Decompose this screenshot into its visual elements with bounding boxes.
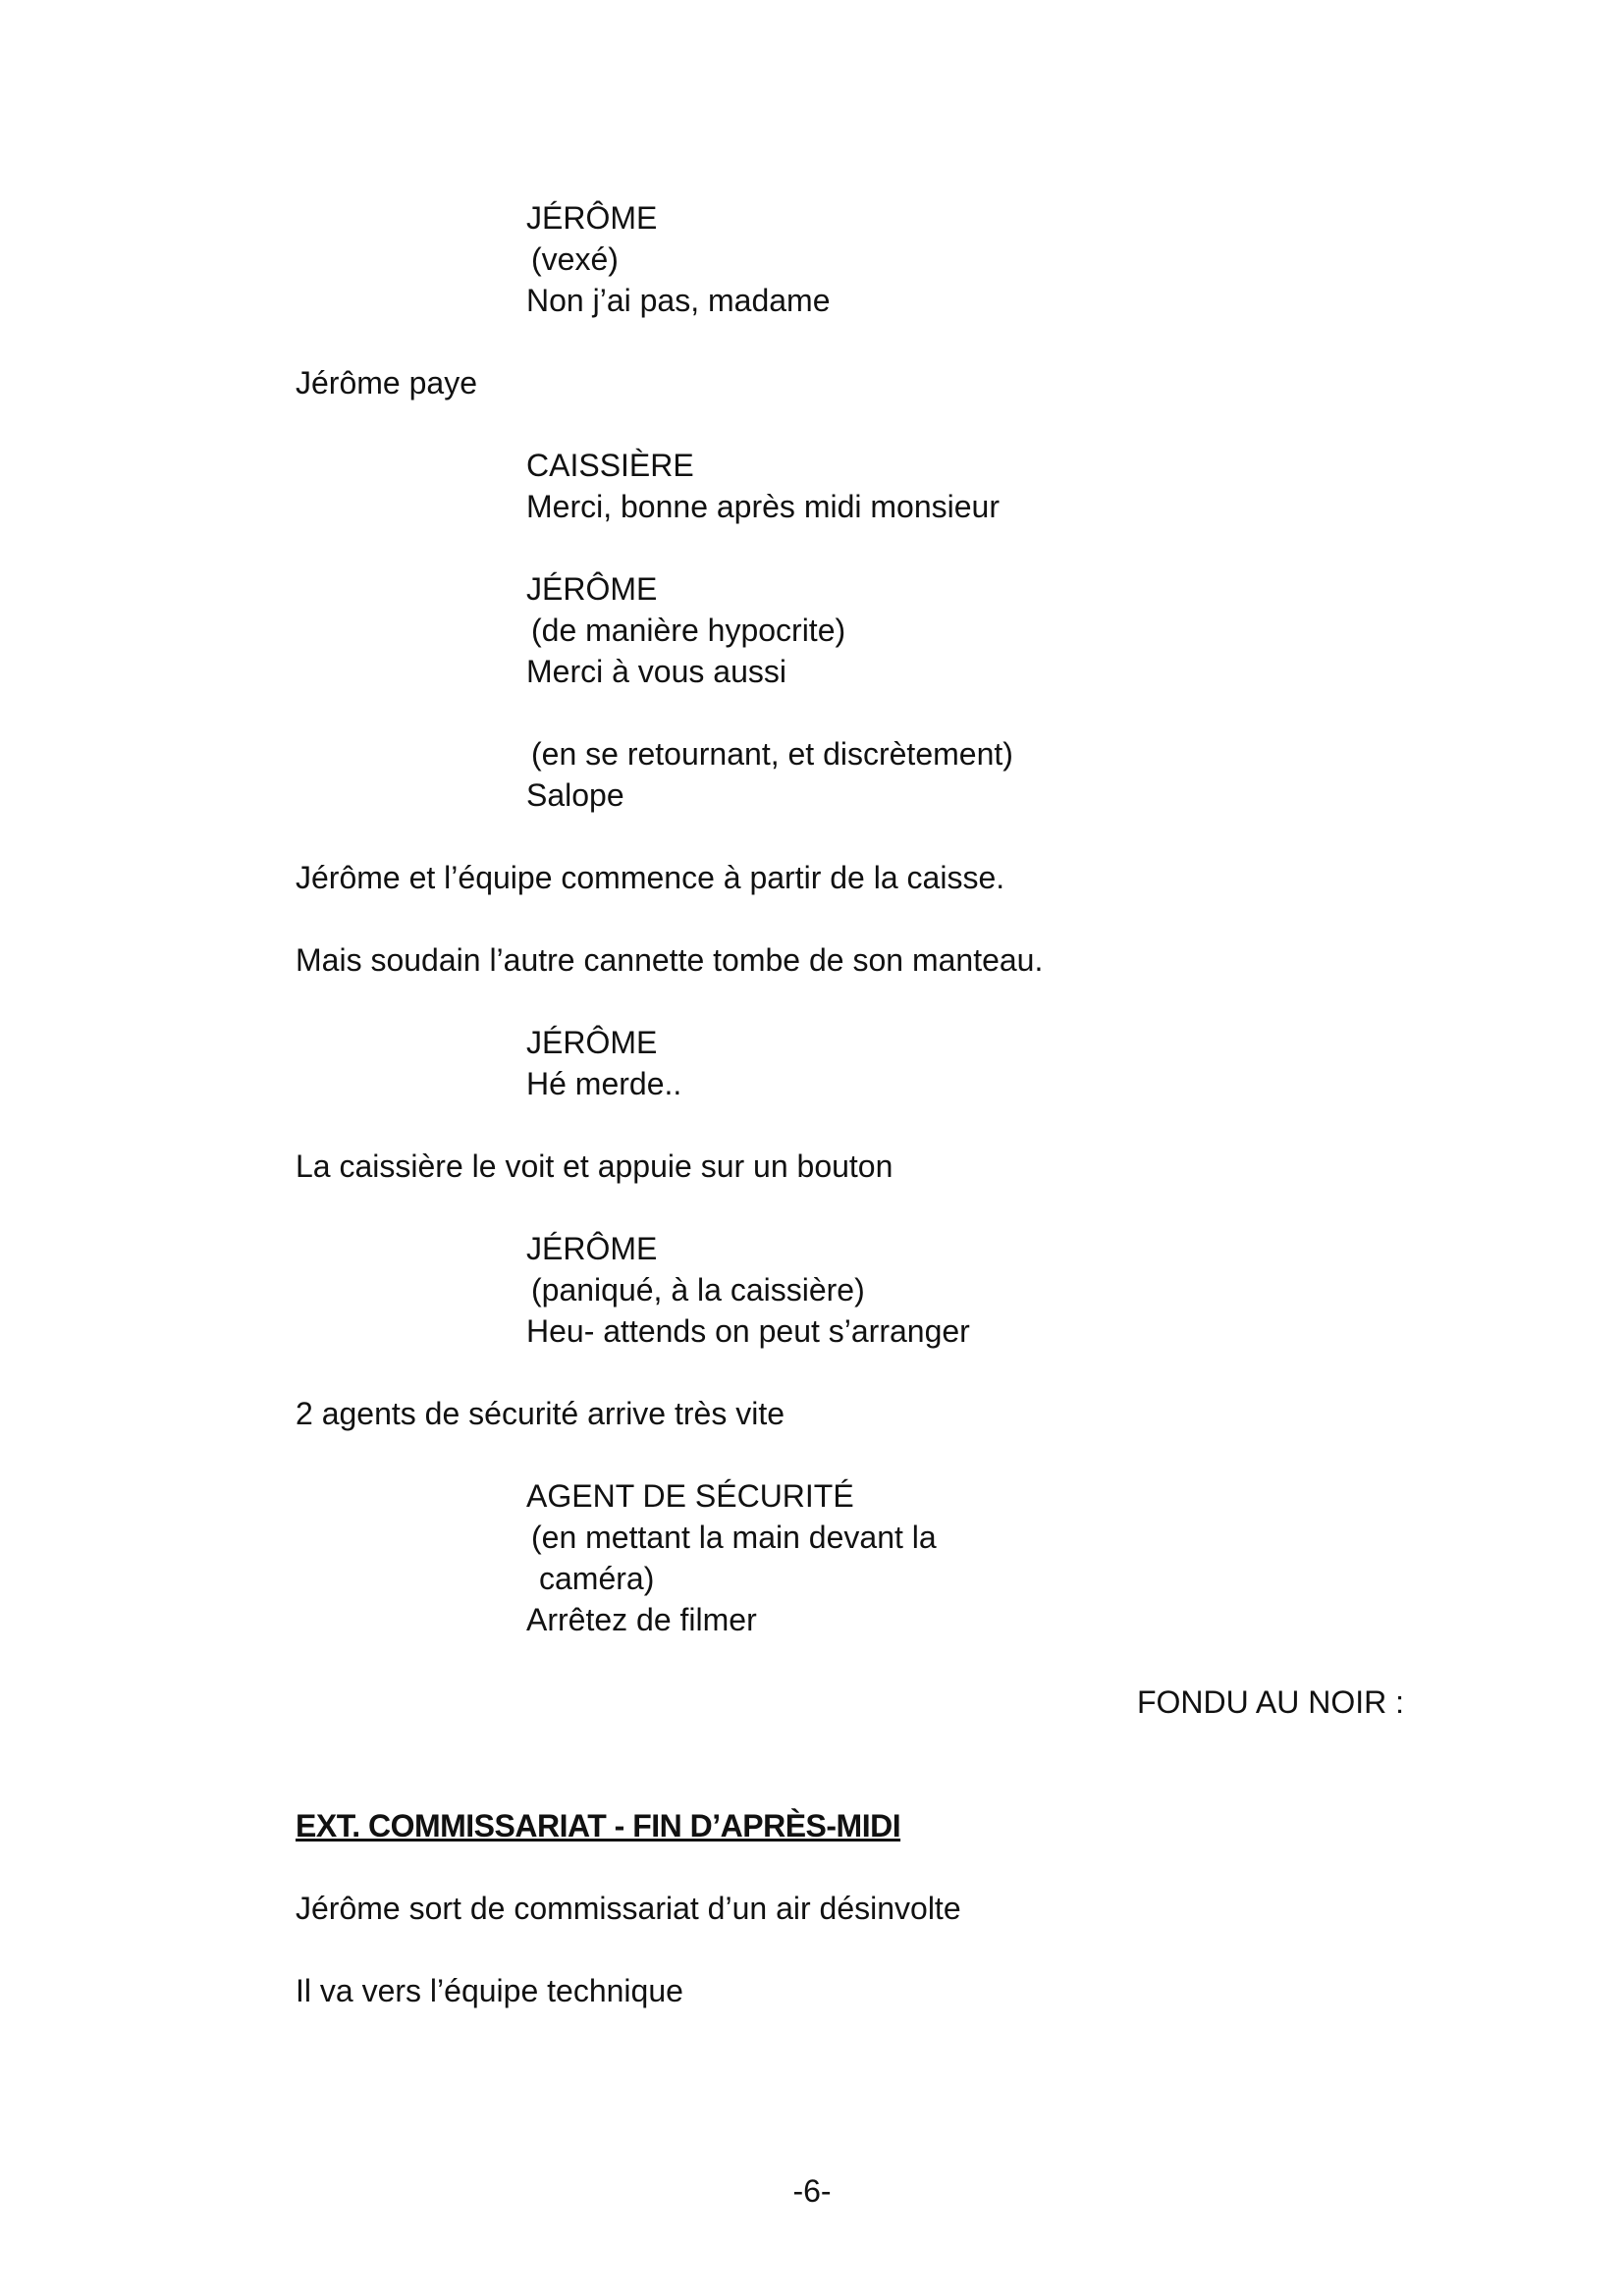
dialogue-line: Merci à vous aussi [526,654,786,689]
action-line: Jérôme sort de commissariat d’un air désinvolte [296,1891,961,1926]
page-number: -6- [792,2173,832,2209]
character-name: JÉRÔME [526,200,658,236]
dialogue-line: Non j’ai pas, madame [526,283,831,318]
scene-heading: EXT. COMMISSARIAT - FIN D’APRÈS-MIDI [296,1808,901,1843]
dialogue-line: Heu- attends on peut s’arranger [526,1313,970,1349]
action-line: La caissière le voit et appuie sur un bouton [296,1148,893,1184]
character-name: JÉRÔME [526,571,658,607]
parenthetical: (en mettant la main devant la [531,1520,937,1555]
action-line: Mais soudain l’autre cannette tombe de son manteau. [296,942,1044,978]
character-name: AGENT DE SÉCURITÉ [526,1478,854,1514]
action-line: 2 agents de sécurité arrive très vite [296,1396,785,1431]
action-line: Jérôme paye [296,365,477,400]
parenthetical: (en se retournant, et discrètement) [531,736,1013,772]
dialogue-line: Hé merde.. [526,1066,682,1101]
dialogue-line: Merci, bonne après midi monsieur [526,489,1000,524]
character-name: JÉRÔME [526,1231,658,1266]
parenthetical: (paniqué, à la caissière) [531,1272,865,1308]
action-line: Il va vers l’équipe technique [296,1973,683,2008]
parenthetical: (de manière hypocrite) [531,613,846,648]
character-name: JÉRÔME [526,1025,658,1060]
action-line: Jérôme et l’équipe commence à partir de la caisse. [296,860,1005,895]
dialogue-line: Salope [526,777,624,813]
character-name: CAISSIÈRE [526,448,694,483]
parenthetical-continued: caméra) [539,1561,655,1596]
dialogue-line: Arrêtez de filmer [526,1602,757,1637]
parenthetical: (vexé) [531,241,619,277]
transition: FONDU AU NOIR : [1136,1684,1404,1720]
